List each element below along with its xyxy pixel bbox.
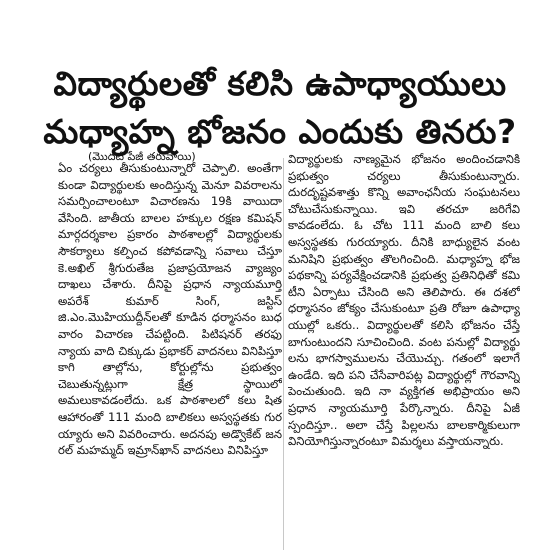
headline-line-2: మధ్యాహ్న భోజనం ఎందుకు తినరు? <box>43 112 517 151</box>
right-column-text: విద్యార్థులకు నాణ్యమైన భోజనం అందించడానికి ప్రభుత్వం చర్యలు తీసుకుంటున్నారు. దురదృష్టవశాత్తు కొన్ని అవాంఛనీయ సంఘటనలు చోటుచేసుకున్నాయి. ఇవి తరచూ జరిగేవి కావడంలేదు. ఓ చోట 111 మంది బాలి కలు అస్వస్థతకు గురయ్యారు. దీనికి బాధ్యులైన వంట మనిషిని ప్రభుత్వం తొలగించింది. మధ్యాహ్న భోజ పథకాన్ని పర్యవేక్షించడానికి ప్రభుత్వ ప్రతినిధితో కమి టీని ఏర్పాటు చేసింది అని తెలిపారు. ఈ దశలో ధర్మాసనం జోక్యం చేసుకుంటూ ప్రతి రోజూ ఉపాధ్యా యుల్లో ఒకరు.. విద్యార్థులతో కలిసి భోజనం చేస్తే బాగుంటుందని సూచించింది. వంట పనుల్లో విద్యార్థు లను భాగస్వాములను చేయొచ్చు. గతంలో ఇలాగే ఉండేది. ఇది పని చేసేవారిపట్ల విద్యార్థుల్లో గౌరవాన్ని పెంచుతుంది. ఇది నా వ్యక్తిగత అభిప్రాయం అని ప్రధాన న్యాయమూర్తి పేర్కొన్నారు. దీనిపై ఏజీ స్పందిస్తూ.. అలా చేస్తే పిల్లలను బాలకార్మికులుగా వినియోగిస్తున్నారంటూ విమర్శలు వస్తాయన్నారు. <box>288 152 520 449</box>
column-divider <box>283 158 284 550</box>
left-column-text: ఏం చర్యలు తీసుకుంటున్నారో చెప్పాలి. అంతేగా కుండా విద్యార్థులకు అందిస్తున్న మెనూ వివరాలను సమర్పించాలంటూ విచారణను 19కి వాయిదా వేసింది. జాతీయ బాలల హక్కుల రక్షణ కమిషన్ మార్గదర్శకాల ప్రకారం పాఠశాలల్లో విద్యార్థులకు సౌకర్యాలు కల్పించ కపోవడాన్ని సవాలు చేస్తూ కె.అఖిల్ శ్రీగురుతేజ ప్రజాప్రయోజన వ్యాజ్యం దాఖలు చేశారు. దీనిపై ప్రధాన న్యాయమూర్తి అపరేశ్ కుమార్ సింగ్, జస్టిస్ జి.ఎం.మొహియుద్దీన్‌లతో కూడిన ధర్మాసనం బుధ వారం విచారణ చేపట్టింది. పిటిషనర్ తరఫు న్యాయ వాది చిక్కుడు ప్రభాకర్ వాదనలు వినిపిస్తూ కాగి తాల్లోను, కోర్టుల్లోను ప్రభుత్వం చెబుతున్నట్లుగా క్షేత్ర స్థాయిలో అమలుకావడంలేదు. ఒక పాఠశాలలో కలు షిత ఆహారంతో 111 మంది బాలికలు అస్వస్థతకు గుర య్యారు అని వివరించారు. అదనపు అడ్వొకేట్ జన రల్ మహమ్మద్ ఇమ్రాన్‌ఖాన్ వాదనలు వినిపిస్తూ <box>58 161 282 458</box>
continuation-note: (మొదటి పేజీ తరువాయి) <box>88 150 196 163</box>
article-column-left <box>58 160 282 550</box>
headline-line-1: విద్యార్థులతో కలిసి ఉపాధ్యాయులు <box>53 64 507 103</box>
article-column-right <box>288 151 520 541</box>
headline <box>0 60 560 156</box>
